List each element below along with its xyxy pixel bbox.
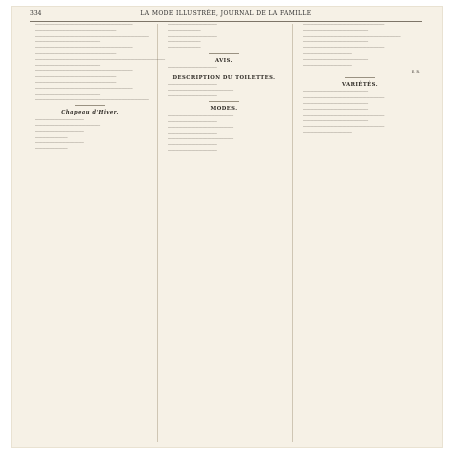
page-header	[30, 10, 422, 20]
paragraph: ───────────────────────────	[168, 23, 217, 27]
paragraph: ───────────────────────────	[303, 130, 352, 135]
paragraph: ───────────────────────────	[35, 129, 84, 134]
text-block	[298, 24, 422, 68]
paragraph: ────────────────────────────────────	[35, 123, 101, 128]
paragraph: ───────────────────────────	[168, 65, 217, 70]
column-middle	[163, 24, 285, 442]
page-number: 334	[30, 10, 42, 17]
paragraph: ─────────────────────────────────────────────	[303, 113, 385, 118]
paragraph: ────────────────────────────────────	[35, 63, 101, 68]
text-block	[30, 119, 150, 152]
paragraph: ─────────────────────────────────────────────	[35, 80, 117, 85]
paragraph: ────────────────────────────────────	[303, 57, 369, 62]
paragraph: ────────────────────────────────────	[303, 107, 369, 112]
column-divider	[292, 24, 293, 442]
modes-signature: E. R.	[411, 70, 420, 75]
header-rule	[30, 21, 422, 22]
page-sheet	[12, 7, 442, 447]
paragraph: ───────────────────────────	[168, 131, 217, 136]
paragraph: ─────────────────────────────────────────────	[303, 23, 385, 27]
paragraph: ──────────────────	[168, 28, 201, 33]
journal-title: LA MODE ILLUSTRÉE, JOURNAL DE LA FAMILLE	[140, 10, 312, 17]
text-block	[163, 24, 285, 51]
text-block	[163, 84, 285, 99]
section-rule	[75, 105, 105, 106]
modes-section-title: MODES.	[210, 106, 238, 113]
paragraph: ──────────────────────────────────────────────────────	[35, 23, 133, 27]
description-section-title: DESCRIPTION DU TOILETTES.	[172, 74, 276, 81]
column-left	[30, 23, 166, 442]
paragraph: ──────────────────────────────────────────────────────	[35, 46, 133, 51]
paragraph: ────────────────────────────────────	[303, 101, 369, 106]
text-block	[163, 115, 285, 154]
paragraph: ────────────────────────────────────	[303, 40, 369, 45]
section-rule	[209, 101, 239, 102]
paragraph: ──────────────────	[168, 40, 201, 45]
paragraph: ───────────────────────────	[35, 141, 84, 146]
paragraph: ───────────────────────────────────────────────────────────────	[35, 98, 149, 103]
paragraph: ───────────────────────────────────────────────────────────────	[35, 34, 149, 39]
paragraph: ────────────────────────────────────	[168, 137, 234, 142]
paragraph: ─────────────────────────────────────────────	[35, 28, 117, 33]
paragraph: ────────────────────────────────────	[303, 28, 369, 33]
paragraph: ───────────────────────────	[35, 118, 84, 123]
paragraph: ───────────────────────────	[303, 51, 352, 56]
paragraph: ──────────────────	[35, 147, 68, 152]
paragraph: ─────────────────────────────────────────────	[303, 125, 385, 130]
paragraph: ───────────────────────────	[168, 34, 217, 39]
avis-section-title: AVIS.	[215, 57, 233, 64]
paragraph: ────────────────────────────────────	[303, 119, 369, 124]
paragraph: ──────────────────────────────────────────────────────	[303, 34, 401, 39]
paragraph: ────────────────────────────────────	[168, 125, 234, 130]
paragraph: ───────────────────────────	[303, 63, 352, 68]
paragraph: ──────────────────	[168, 46, 201, 51]
paragraph: ───────────────────────────	[168, 143, 217, 148]
column-right	[298, 24, 422, 442]
chapeau-section-title: Chapeau d'Hiver.	[61, 110, 119, 117]
text-block	[298, 91, 422, 135]
paragraph: ───────────────────────────	[168, 82, 217, 87]
section-rule	[345, 77, 375, 78]
paragraph: ─────────────────────────────────────────────	[303, 46, 385, 51]
paragraph: ─────────────────────────────────────────────	[35, 75, 117, 80]
paragraph: ───────────────────────────	[168, 119, 217, 124]
section-rule	[209, 53, 239, 54]
paragraph: ────────────────────────────────────	[35, 40, 101, 45]
paragraph: ────────────────────────────────────	[168, 114, 234, 119]
paragraph: ────────────────────────────────────	[303, 90, 369, 95]
paragraph: ────────────────────────────────────	[35, 92, 101, 97]
paragraph: ────────────────────────────────────────────────────────────────────────	[35, 57, 166, 62]
column-divider	[157, 24, 158, 442]
paragraph: ──────────────────────────────────────────────────────	[35, 86, 133, 91]
paragraph: ─────────────────────────────────────────────	[303, 96, 385, 101]
text-block	[163, 67, 285, 71]
paragraph: ───────────────────────────	[168, 94, 217, 99]
paragraph: ───────────────────────────	[168, 148, 217, 153]
paragraph: ─────────────────────────────────────────────	[35, 51, 117, 56]
paragraph: ────────────────────────────────────	[168, 88, 234, 93]
text-block	[30, 23, 166, 103]
paragraph: ──────────────────	[35, 135, 68, 140]
paragraph: ──────────────────────────────────────────────────────	[35, 69, 133, 74]
varietes-section-title: VARIÉTÉS.	[341, 82, 379, 89]
